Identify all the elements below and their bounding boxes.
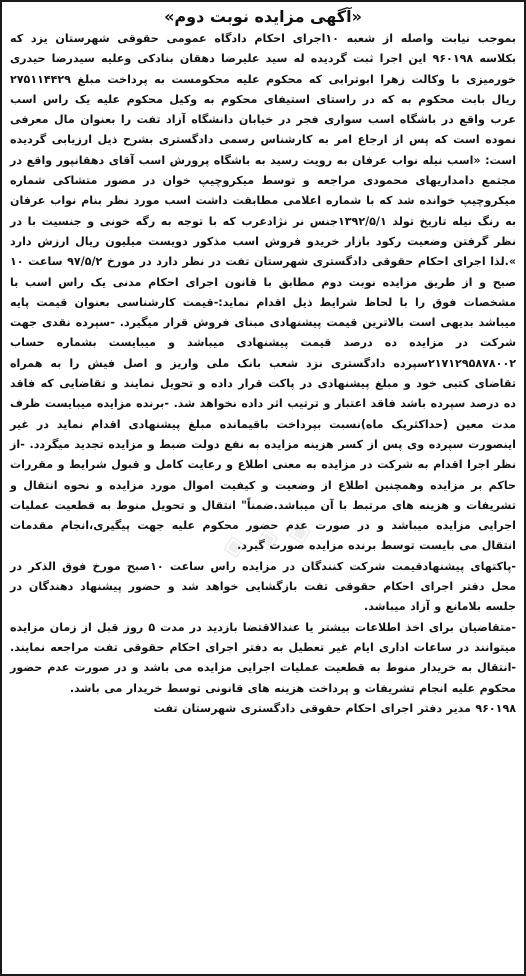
notice-title: «آگهی مزایده نوبت دوم» — [164, 6, 362, 26]
notice-paragraph-envelopes: -پاکتهای پیشنهادقیمت شرکت کنندگان در مزایده راس ساعت ۱۰صبح مورخ فوق الذکر در محل دفتر اجرای احکام حقوقی تفت بازگشایی خواهد شد و حضور پیشنهاد دهندگان در جلسه بلامانع و آزاد میباشد. — [10, 559, 516, 614]
watermark-logo: ◈ ◈ ◈ — [219, 512, 315, 565]
notice-signature: ۹۶۰۱۹۸ مدیر دفتر اجرای احکام حقوقی دادگستری شهرستان تفت — [153, 701, 516, 715]
notice-paragraph-main: بموجب نیابت واصله از شعبه ۱۰اجرای احکام دادگاه عمومی حقوقی شهرستان یزد که بکلاسه ۹۶۰۱۹۸ این اجرا ثبت گردیده له سید علیرضا دهقان بنادکی وعلیه سیدرضا حیدری خورمیزی با وکالت زهرا ابوترابی که محکوم علیه محکومست به پرداخت مبلغ ۲۷۵۱۱۴۴۲۹ ریال بابت محکوم به که در راستای استیفای محکوم به وکیل محکوم علیه یک راس اسب عرب واقع در باشگاه اسب سواری فجر در خیابان دانشگاه آزاد تفت را بعنوان مال معرفی نموده است که پس از ارجاع امر به کارشناس رسمی دادگستری بشرح ذیل ارزیابی گردیده است: «اسب نیله نواب عرفان به رویت رسید به باشگاه پرورش اسب آقای دهقانپور واقع در مجتمع دامداریهای محمودی مراجعه و توسط میکروچیپ خوان در مضور متشاکی شماره میکروچیپ خوانده شد که با شماره اعلامی مطابقت داشت اسب مورد نظر بنام نواب عرفان به رنگ نیله تاریخ تولد ۱۳۹۲/۵/۱جنس نر نژادعرب که با توجه به رگه خونی و جنسیت با در نظر گرفتن وضعیت رکود بازار خریدو فروش اسب مذکور دویست میلیون ریال ارزش دارد ».لذا اجرای احکام حقوقی دادگستری شهرستان تفت در نظر دارد در مورخ ۹۷/۵/۲ ساعت ۱۰ صبح و از طریق مزایده نوبت دوم مطابق با قانون اجرای احکام مدنی یک راس اسب با مشخصات فوق را با لحاظ شرایط ذیل اقدام نماید:-قیمت کارشناسی بعنوان قیمت پایه میباشد بدیهی است بالاترین قیمت پیشنهادی مبنای فروش قرار میگیرد. -سپرده نقدی جهت شرکت در مزایده ده درصد قیمت پیشنهادی میباشد و میبایست بشماره حساب ۲۱۷۱۲۹۵۸۷۸۰۰۲سپرده دادگستری نزد شعب بانک ملی واریز و اصل فیش را به همراه تقاضای کتبی خود و مبلغ پیشنهادی در پاکت قرار داده و تحویل نمایند و تقاضایی که فاقد ده درصد سپرده باشد فاقد اعتبار و ترتیب اثر داده نخواهد شد. -برنده مزایده میبایست ظرف مدت معین (حداکثریک ماه)نسبت بپرداخت باقیمانده مبلغ پیشنهادی اقدام نماید در غیر اینصورت سپرده وی پس از کسر هزینه مزایده به نفع دولت ضبط و مزایده تجدید میگردد. -از نظر اجرا اقدام به شرکت در مزایده به معنی اطلاع و رعایت کامل و قبول شرایط و مقررات حاکم بر مزایده وهمچنین اطلاع از وضعیت و کیفیت اموال مورد مزایده و نحوه انتقال و تشریفات و هزینه های مرتبط با آن میباشد.ضمناً" انتقال و تحویل منوط به قطعیت عملیات اجرایی مزایده میباشد و در صورت عدم حضور محکوم علیه جهت پیگیری،انجام مقدمات انتقال می بایست توسط برنده مزایده صورت گیرد. — [10, 32, 516, 553]
notice-body — [2, 29, 524, 719]
notice-paragraph-applicants: -متقاضیان برای اخذ اطلاعات بیشتر یا عندالاقتضا بازدید در مدت ۵ روز قبل از زمان مزایده میتوانند در ساعات اداری ایام غیر تعطیل به دفتر اجرای احکام حقوقی تفت مراجعه نمایند. -انتقال به خریدار منوط به قطعیت عملیات اجرایی مزایده می باشد و در صورت عدم حضور محکوم علیه انجام تشریفات و پرداخت هزینه های قانونی توسط خریدار می باشد. — [10, 620, 517, 695]
